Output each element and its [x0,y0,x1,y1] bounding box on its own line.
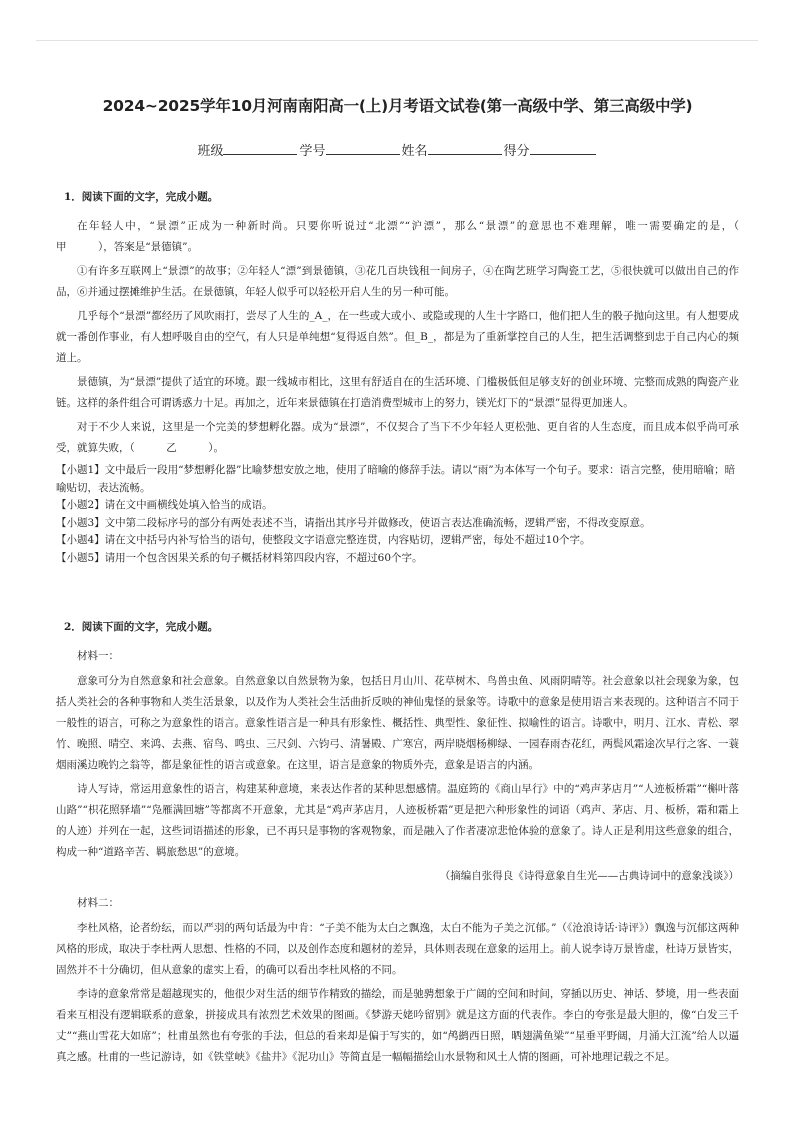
page-top-rule [36,40,758,41]
q1-paragraph: 对于不少人来说，这里是一个完美的梦想孵化器。成为“景漂”，不仅契合了当下不少年轻人更松弛、更自省的人生态度，而且成本似乎尚可承受，就算失败，（ 乙 ）。 [56,421,739,454]
q1-paragraph: 几乎每个“景漂”都经历了风吹雨打，尝尽了人生的_A_，在一些或大或小、或隐或现的人生十字路口，他们把人生的骰子抛向这里。有人想要成就一番创作事业，有人想呼吸自由的空气，有人只是单纯想“复得返自然”。但_B_，都是为了重新掌控自己的人生，把生活调整到忠于自己内心的频道上。 [56,310,739,364]
number-label: 学号 [299,144,326,159]
question-2-heading: 2．阅读下面的文字，完成小题。 [64,621,219,633]
page-title: 2024~2025学年10月河南南阳高一(上)月考语文试卷(第一高级中学、第三高级中学) [102,97,693,115]
class-blank [223,142,297,155]
sub-question-2: 【小题2】请在文中画横线处填入恰当的成语。 [56,499,273,511]
material-2-paragraph: 李杜风格，论者纷纭，而以严羽的两句话最为中肯：“子美不能为太白之飘逸，太白不能为子美之沉郁。”（《沧浪诗话·诗评》）飘逸与沉郁这两种风格的形成，取决于李杜两人思想、性格的不同，以及创作态度和题材的差异，具体则表现在意象的运用上。前人说李诗万景皆虚，杜诗万景皆实，固然并不十分确切，但从意象的虚实上看，的确可以看出李杜风格的不同。 [56,922,739,976]
q1-paragraph: ①有许多互联网上“景漂”的故事；②年轻人“漂”到景德镇，③花几百块钱租一间房子，④在陶艺班学习陶瓷工艺，⑤很快就可以做出自己的作品，⑥并通过摆摊维护生活。在景德镇，年轻人似乎可以轻松开启人生的另一种可能。 [56,265,739,298]
material-1-label: 材料一： [77,650,119,662]
material-1-paragraph: 诗人写诗，常运用意象性的语言，构建某种意境，来表达作者的某种思想感情。温庭筠的《商山早行》中的“鸡声茅店月”“人迹板桥霜”“槲叶落山路”“枳花照驿墙”“凫雁满回塘”等都离不开意象，尤其是“鸡声茅店月，人迹板桥霜”更是把六种形象性的词语（鸡声、茅店、月、板桥，霜和霜上的人迹）并列在一起，这些词语描述的形象，已不再只是事物的客观物象，而是融入了作者凄凉悲怆体验的意象了。诗人正是利用这些意象的组合，构成一种“道路辛苦、羁旅愁思”的意境。 [56,783,739,858]
sub-question-3: 【小题3】文中第二段标序号的部分有两处表述不当，请指出其序号并做修改，使语言表达准确流畅，逻辑严密，不得改变原意。 [56,516,651,529]
material-2-paragraph: 李诗的意象常常是超越现实的，他很少对生活的细节作精致的描绘，而是驰骋想象于广阔的空间和时间，穿插以历史、神话、梦境，用一些表面看来互相没有逻辑联系的意象，拼接成具有浓烈艺术效果的图画。《梦游天姥吟留别》就是这方面的代表作。李白的夸张是最大胆的，像“白发三千丈”“燕山雪花大如席”；杜甫虽然也有夸张的手法，但总的看来却是偏于写实的，如“鸬鹚西日照，晒翅满鱼梁”“星垂平野阔，月涌大江流”给人以逼真之感。杜甫的一些记游诗，如《铁堂峡》《盐井》《泥功山》等简直是一幅幅描绘山水景物和风土人情的图画，可补地理记载之不足。 [56,988,739,1063]
name-label: 姓名 [401,144,428,159]
sub-question-4: 【小题4】请在文中括号内补写恰当的语句，使整段文字语意完整连贯，内容贴切，逻辑严密，每处不超过10个字。 [56,534,591,546]
sub-question-1: 【小题1】文中最后一段用“梦想孵化器”比喻梦想安放之地，使用了暗喻的修辞手法。请以“雨”为本体写一个句子。要求：语言完整，使用暗喻；暗喻贴切，表达流畅。 [56,464,736,494]
number-blank [326,142,400,155]
student-info-line [56,140,739,159]
question-1-heading: 1．阅读下面的文字，完成小题。 [64,191,219,203]
material-1-paragraph: 意象可分为自然意象和社会意象。自然意象以自然景物为象，包括日月山川、花草树木、鸟兽虫鱼、风雨阴晴等。社会意象以社会现象为象，包括人类社会的各种事物和人类生活景象，以及作为人类社会生活曲折反映的神仙鬼怪的景象等。诗歌中的意象是使用语言来表现的。这种语言不同于一般性的语言，可称之为意象性的语言。意象性语言是一种具有形象性、概括性、典型性、象征性、拟喻性的语言。诗歌中，明月、江水、青松、翠竹、晚照、晴空、来鸿、去燕、宿鸟、鸣虫、三尺剑、六钧弓、清暑殿、广寒宫，两岸晓烟杨柳绿、一园春雨杏花红，两鬓风霜途次早行之客、一蓑烟雨溪边晚钓之翁等，都是象征性的语言或意象。在这里，语言是意象的物质外壳，意象是语言的内涵。 [56,675,739,771]
name-blank [428,142,502,155]
score-label: 得分 [503,144,530,159]
sub-question-5: 【小题5】请用一个包含因果关系的句子概括材料第四段内容，不超过60个字。 [56,551,423,564]
q1-paragraph: 景德镇，为“景漂”提供了适宜的环境。跟一线城市相比，这里有舒适自在的生活环境、门槛极低但足够支好的创业环境、完整而成熟的陶瓷产业链。这样的条件组合可谓诱惑力十足。再加之，近年来景德镇在打造消费型城市上的努力，镁光灯下的“景漂”显得更加迷人。 [56,376,739,409]
score-blank [530,142,596,155]
q1-paragraph: 在年轻人中，“景漂”正成为一种新时尚。只要你听说过“北漂”“沪漂”，那么“景漂”的意思也不难理解，唯一需要确定的是，（ 甲 ），答案是“景德镇”。 [56,220,771,253]
exam-page [56,86,771,1071]
material-2-label: 材料二： [77,897,119,909]
class-label: 班级 [197,144,224,159]
material-1-source: （摘编自张得良《诗得意象自生光——古典诗词中的意象浅谈》） [439,870,739,882]
